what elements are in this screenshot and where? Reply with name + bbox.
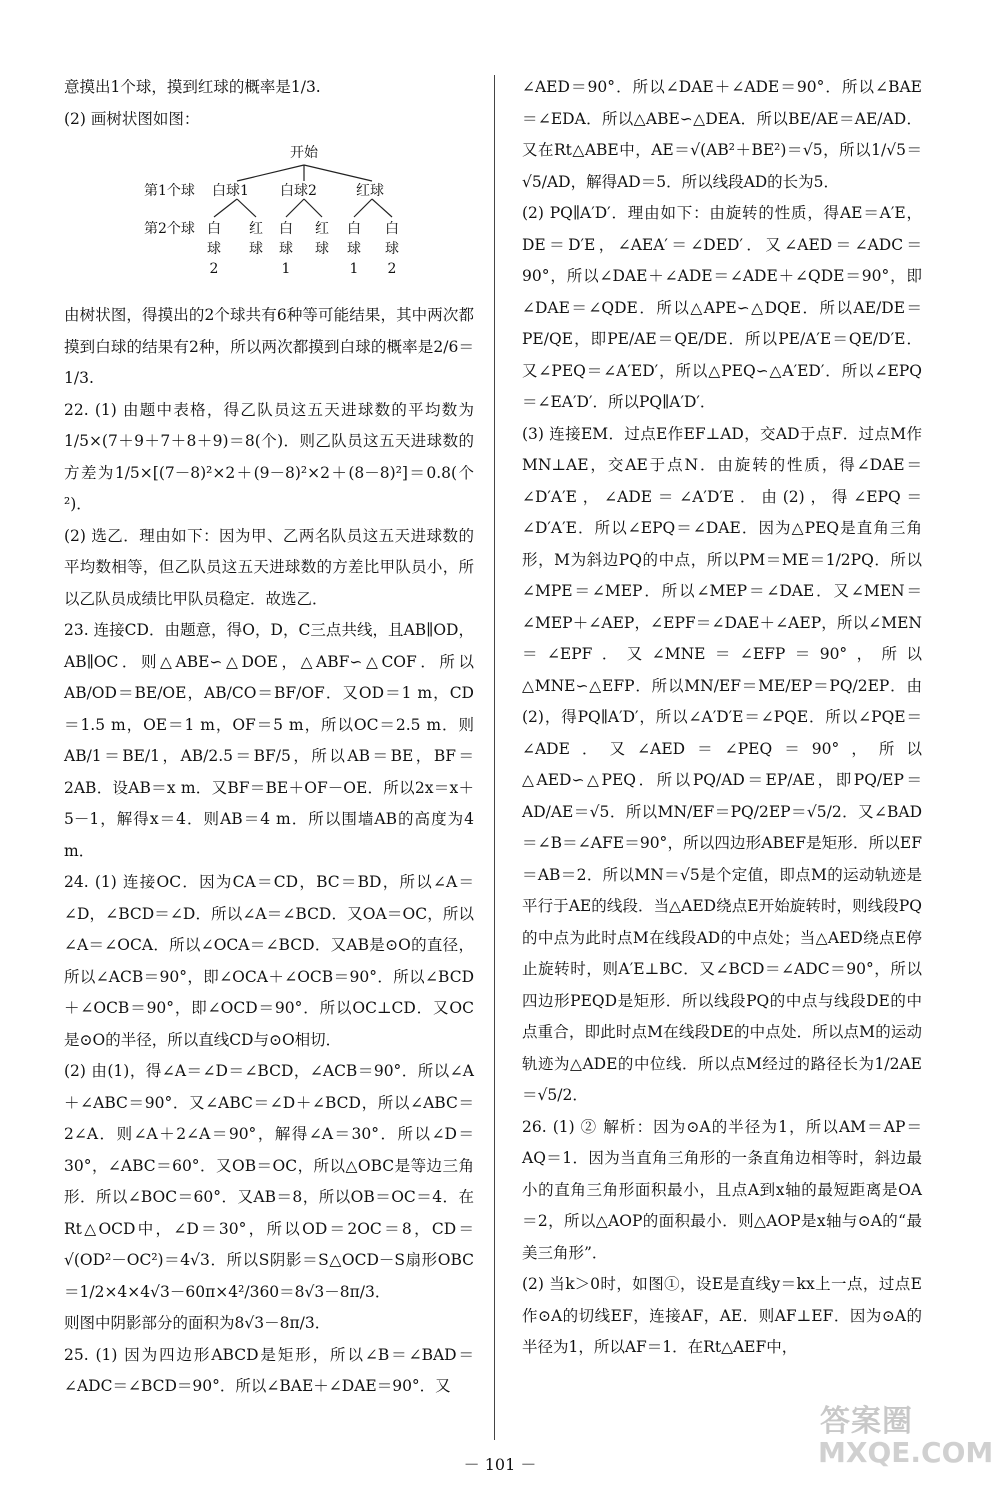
paragraph: (2) 选乙．理由如下：因为甲、乙两名队员这五天进球数的平均数相等，但乙队员这五天进球数的方差比甲队员小，所以乙队员成绩比甲队员稳定．故选乙．	[64, 526, 474, 608]
tree-node: 红球	[356, 183, 384, 199]
tree-row2-label: 第2个球	[144, 221, 195, 237]
question-23: 23. 连接CD．由题意，得O，D，C三点共线，且AB∥OD，AB∥OC．则△ABE∽△DOE，△ABF∽△COF．所以AB/OD＝BE/OE，AB/CO＝BF/OF．又OD＝1 m，CD＝1.5 m，OE＝1 m，OF＝5 m，所以OC＝2.5 m．则AB/1＝BE/1，AB/2.5＝BF/5，所以AB＝BE，BF＝2AB．设AB＝x m．又BF＝BE＋OF－OE．所以2x＝x＋5－1，解得x＝4．则AB＝4 m．所以围墙AB的高度为4 m．	[64, 621, 474, 860]
tree-node: 白球2	[280, 183, 317, 199]
question-24: 24. (1) 连接OC．因为CA＝CD，BC＝BD，所以∠A＝∠D，∠BCD＝∠D．所以∠A＝∠BCD．又OA＝OC，所以∠A＝∠OCA．所以∠OCA＝∠BCD．又AB是⊙O的直径，所以∠ACB＝90°，即∠OCA＋∠OCB＝90°．所以∠BCD＋∠OCB＝90°，即∠OCD＝90°．所以OC⊥CD．又OC是⊙O的半径，所以直线CD与⊙O相切．	[64, 873, 474, 1049]
tree-leaf: 红球	[249, 221, 263, 257]
paragraph: 由树状图，得摸出的2个球共有6种等可能结果，其中两次都摸到白球的结果有2种，所以两次都摸到白球的概率是2/6＝1/3.	[64, 306, 474, 387]
tree-leaf: 白球2	[207, 221, 221, 277]
tree-lines	[64, 139, 474, 294]
tree-row1-label: 第1个球	[144, 183, 195, 199]
tree-leaf: 红球	[315, 221, 329, 257]
question-22: 22. (1) 由题中表格，得乙队员这五天进球数的平均数为1/5×(7＋9＋7＋8＋9)＝8(个)．则乙队员这五天进球数的方差为1/5×[(7－8)²×2＋(9－8)²×2＋(8－8)²]＝0.8(个²)．	[64, 400, 474, 513]
paragraph: (3) 连接EM．过点E作EF⊥AD，交AD于点F．过点M作MN⊥AE，交AE于点N．由旋转的性质，得∠DAE＝∠D′A′E，∠ADE＝∠A′D′E．由(2)，得∠EPQ＝∠D′A′E．所以∠EPQ＝∠DAE．因为△PEQ是直角三角形，M为斜边PQ的中点，所以PM＝ME＝1/2PQ．所以∠MPE＝∠MEP．所以∠MEP＝∠DAE．又∠MEN＝∠MEP＋∠AEP，∠EPF＝∠DAE＋∠AEP，所以∠MEN＝∠EPF．又∠MNE＝∠EFP＝90°，所以△MNE∽△EFP．所以MN/EF＝ME/EP＝PQ/2EP．由(2)，得PQ∥A′D′，所以∠A′D′E＝∠PQE．所以∠PQE＝∠ADE．又∠AED＝∠PEQ＝90°，所以△AED∽△PEQ．所以PQ/AD＝EP/AE，即PQ/EP＝AD/AE＝√5．所以MN/EF＝PQ/2EP＝√5/2．又∠BAD＝∠B＝∠AFE＝90°，所以四边形ABEF是矩形．所以EF＝AB＝2．所以MN＝√5是个定值，即点M的运动轨迹是平行于AE的线段．当△AED绕点E开始旋转时，则线段PQ的中点为此时点M在线段AD的中点处；当△AED绕点E停止旋转时，则A′E⊥BC．又∠BCD＝∠ADC＝90°，所以四边形PEQD是矩形．所以线段PQ的中点与线段DE的中点重合，即此时点M在线段DE的中点处．所以点M的运动轨迹为△ADE的中位线．所以点M经过的路径长为1/2AE＝√5/2．	[522, 424, 922, 1104]
paragraph: (2) PQ∥A′D′．理由如下：由旋转的性质，得AE＝A′E，DE＝D′E，∠AEA′＝∠DED′．又∠AED＝∠ADC＝90°，所以∠DAE＋∠ADE＝∠ADE＋∠QDE＝90°，即∠DAE＝∠QDE．所以△APE∽△DQE．所以AE/DE＝PE/QE，即PE/AE＝QE/DE．所以PE/A′E＝QE/D′E．又∠PEQ＝∠A′ED′，所以△PEQ∽△A′ED′．所以∠EPQ＝∠EA′D′．所以PQ∥A′D′．	[522, 204, 922, 411]
column-divider	[494, 75, 495, 1440]
tree-node: 白球1	[212, 183, 249, 199]
watermark-url: MXQE.COM	[818, 1436, 994, 1469]
paragraph: (2) 画树状图如图：	[64, 109, 200, 128]
watermark-logo: 答案圈	[820, 1404, 913, 1439]
paragraph: ∠AED＝90°．所以∠DAE＋∠ADE＝90°．所以∠BAE＝∠EDA．所以△ABE∽△DEA．所以BE/AE＝AE/AD．又在Rt△ABE中，AE＝√(AB²＋BE²)＝√5，所以1/√5＝√5/AD，解得AD＝5．所以线段AD的长为5．	[522, 78, 922, 191]
tree-root: 开始	[290, 145, 318, 161]
tree-leaf: 白球1	[279, 221, 293, 277]
paragraph: (2) 当k＞0时，如图①，设E是直线y＝kx上一点，过点E作⊙A的切线EF，连接AF，AE．则AF⊥EF．因为⊙A的半径为1，所以AF＝1．在Rt△AEF中，	[522, 1275, 922, 1356]
paragraph: 意摸出1个球，摸到红球的概率是1/3.	[64, 78, 321, 96]
paragraph: (2) 由(1)，得∠A＝∠D＝∠BCD，∠ACB＝90°．所以∠A＋∠ABC＝90°．又∠ABC＝∠D＋∠BCD，所以∠ABC＝2∠A．则∠A＋2∠A＝90°，解得∠A＝30°．所以∠D＝30°，∠ABC＝60°．又OB＝OC，所以△OBC是等边三角形．所以∠BOC＝60°．又AB＝8，所以OB＝OC＝4．在Rt△OCD中，∠D＝30°，所以OD＝2OC＝8，CD＝√(OD²－OC²)＝4√3．所以S阴影＝S△OCD－S扇形OBC＝1/2×4×4√3－60π×4²/360＝8√3－8π/3．	[64, 1062, 474, 1301]
tree-leaf: 白球2	[385, 221, 399, 277]
left-column	[64, 72, 474, 1403]
page-number: － 101 －	[463, 1455, 537, 1474]
tree-leaf: 白球1	[347, 221, 361, 277]
question-26: 26. (1) ② 解析：因为⊙A的半径为1，所以AM＝AP＝AQ＝1．因为当直角三角形的一条直角边相等时，斜边最小的直角三角形面积最小，且点A到x轴的最短距离是OA＝2，所以△AOP的面积最小．则△AOP是x轴与⊙A的“最美三角形”．	[522, 1117, 922, 1262]
right-column	[522, 72, 922, 1364]
paragraph: 则图中阴影部分的面积为8√3－8π/3．	[64, 1314, 331, 1332]
tree-diagram	[64, 139, 474, 294]
question-25: 25. (1) 因为四边形ABCD是矩形，所以∠B＝∠BAD＝∠ADC＝∠BCD＝90°．所以∠BAE＋∠DAE＝90°．又	[64, 1345, 474, 1395]
